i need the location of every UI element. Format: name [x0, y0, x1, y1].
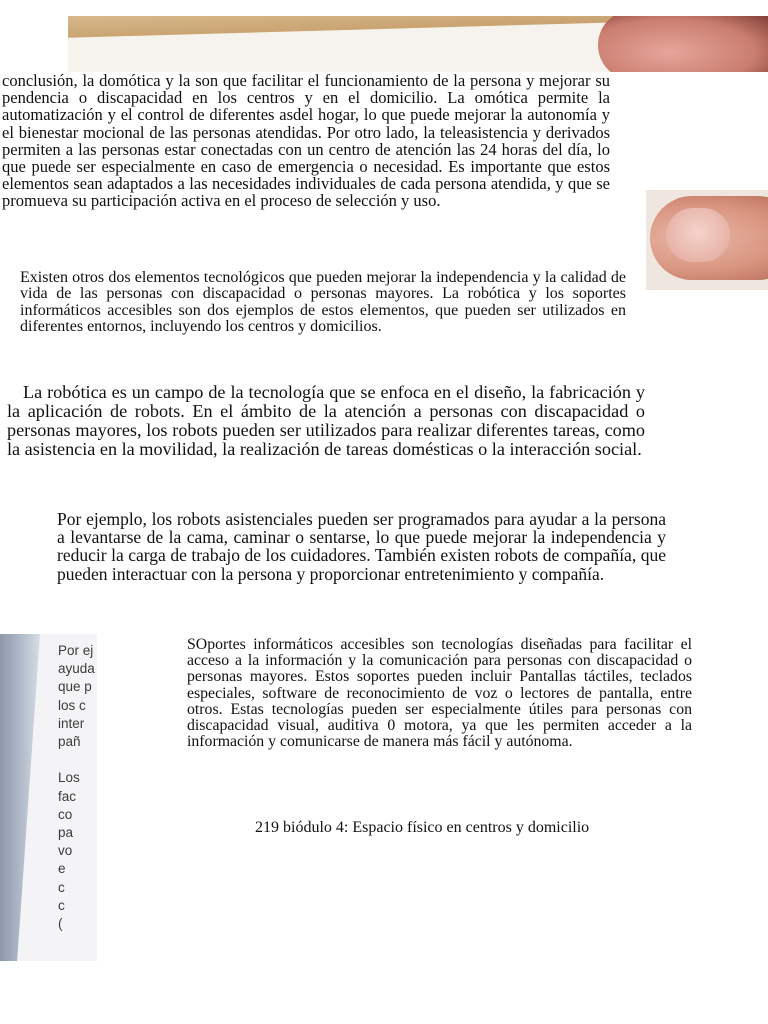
paragraph-otros-elementos: Existen otros dos elementos tecnológicos que pueden mejorar la independencia y la calidad de vida de las personas con discapacidad o personas mayores. La robótica y los soportes informáticos accesibles son dos ejemplos de estos elementos, que pueden ser utilizados en diferentes entornos, incluyendo los centros y domicilios.	[20, 269, 626, 335]
page-footer: 219 biódulo 4: Espacio físico en centros y domicilio	[255, 819, 590, 836]
thumb-photo-fragment	[646, 190, 768, 290]
paragraph-domotica-conclusion: conclusión, la domótica y la son que facilitar el funcionamiento de la persona y mejorar su pendencia o discapacidad en los centros y en el domicilio. La omótica permite la automatización y el control de diferentes asdel hogar, lo que puede mejorar la autonomía y el bienestar mocional de las personas atendidas. Por otro lado, la teleasistencia y derivados permiten a las personas estar conectadas con un centro de atención las 24 horas del día, lo que puede ser especialmente en caso de emergencia o necesidad. Es importante que estos elementos sean adaptados a las necesidades individuales de cada persona atendida, y que se promueva su participación activa en el proceso de selección y uso.	[2, 71, 610, 211]
finger-image	[598, 16, 768, 72]
paragraph-robots-ejemplo: Por ejemplo, los robots asistenciales pueden ser programados para ayudar a la persona a levantarse de la cama, caminar o sentarse, lo que puede mejorar la independencia y reducir la carga de trabajo de los cuidadores. También existen robots de compañía, que pueden interactuar con la persona y proporcionar entretenimiento y compañía.	[57, 509, 666, 584]
top-photo-fragment	[68, 16, 768, 72]
paragraph-soportes-informaticos: SOportes informáticos accesibles son tecnologías diseñadas para facilitar el acceso a la información y la comunicación para personas con discapacidad o personas mayores. Estos soportes pueden incluir Pantallas táctiles, teclados especiales, software de reconocimiento de voz o lectores de pantalla, entre otros. Estas tecnologías pueden ser especialmente útiles para personas con discapacidad visual, auditiva 0 motora, ya que les permiten acceder a la información y comunicarse de manera más fácil y autónoma.	[187, 636, 692, 751]
paragraph-robotica-text: La robótica es un campo de la tecnología que se enfoca en el diseño, la fabricación y la aplicación de robots. En el ámbito de la atención a personas con discapacidad o personas mayores, los robots pueden ser utilizados para realizar diferentes tareas, como la asistencia en la movilidad, la realización de tareas domésticas o la interacción social.	[7, 382, 645, 459]
thumb-nail	[666, 208, 730, 262]
paragraph-robotica	[7, 383, 645, 459]
book-page-text: Por ej ayuda que p los c inter pañ Los fac co pa vo e c c (	[58, 643, 95, 932]
book-page-photo-fragment	[0, 634, 97, 961]
